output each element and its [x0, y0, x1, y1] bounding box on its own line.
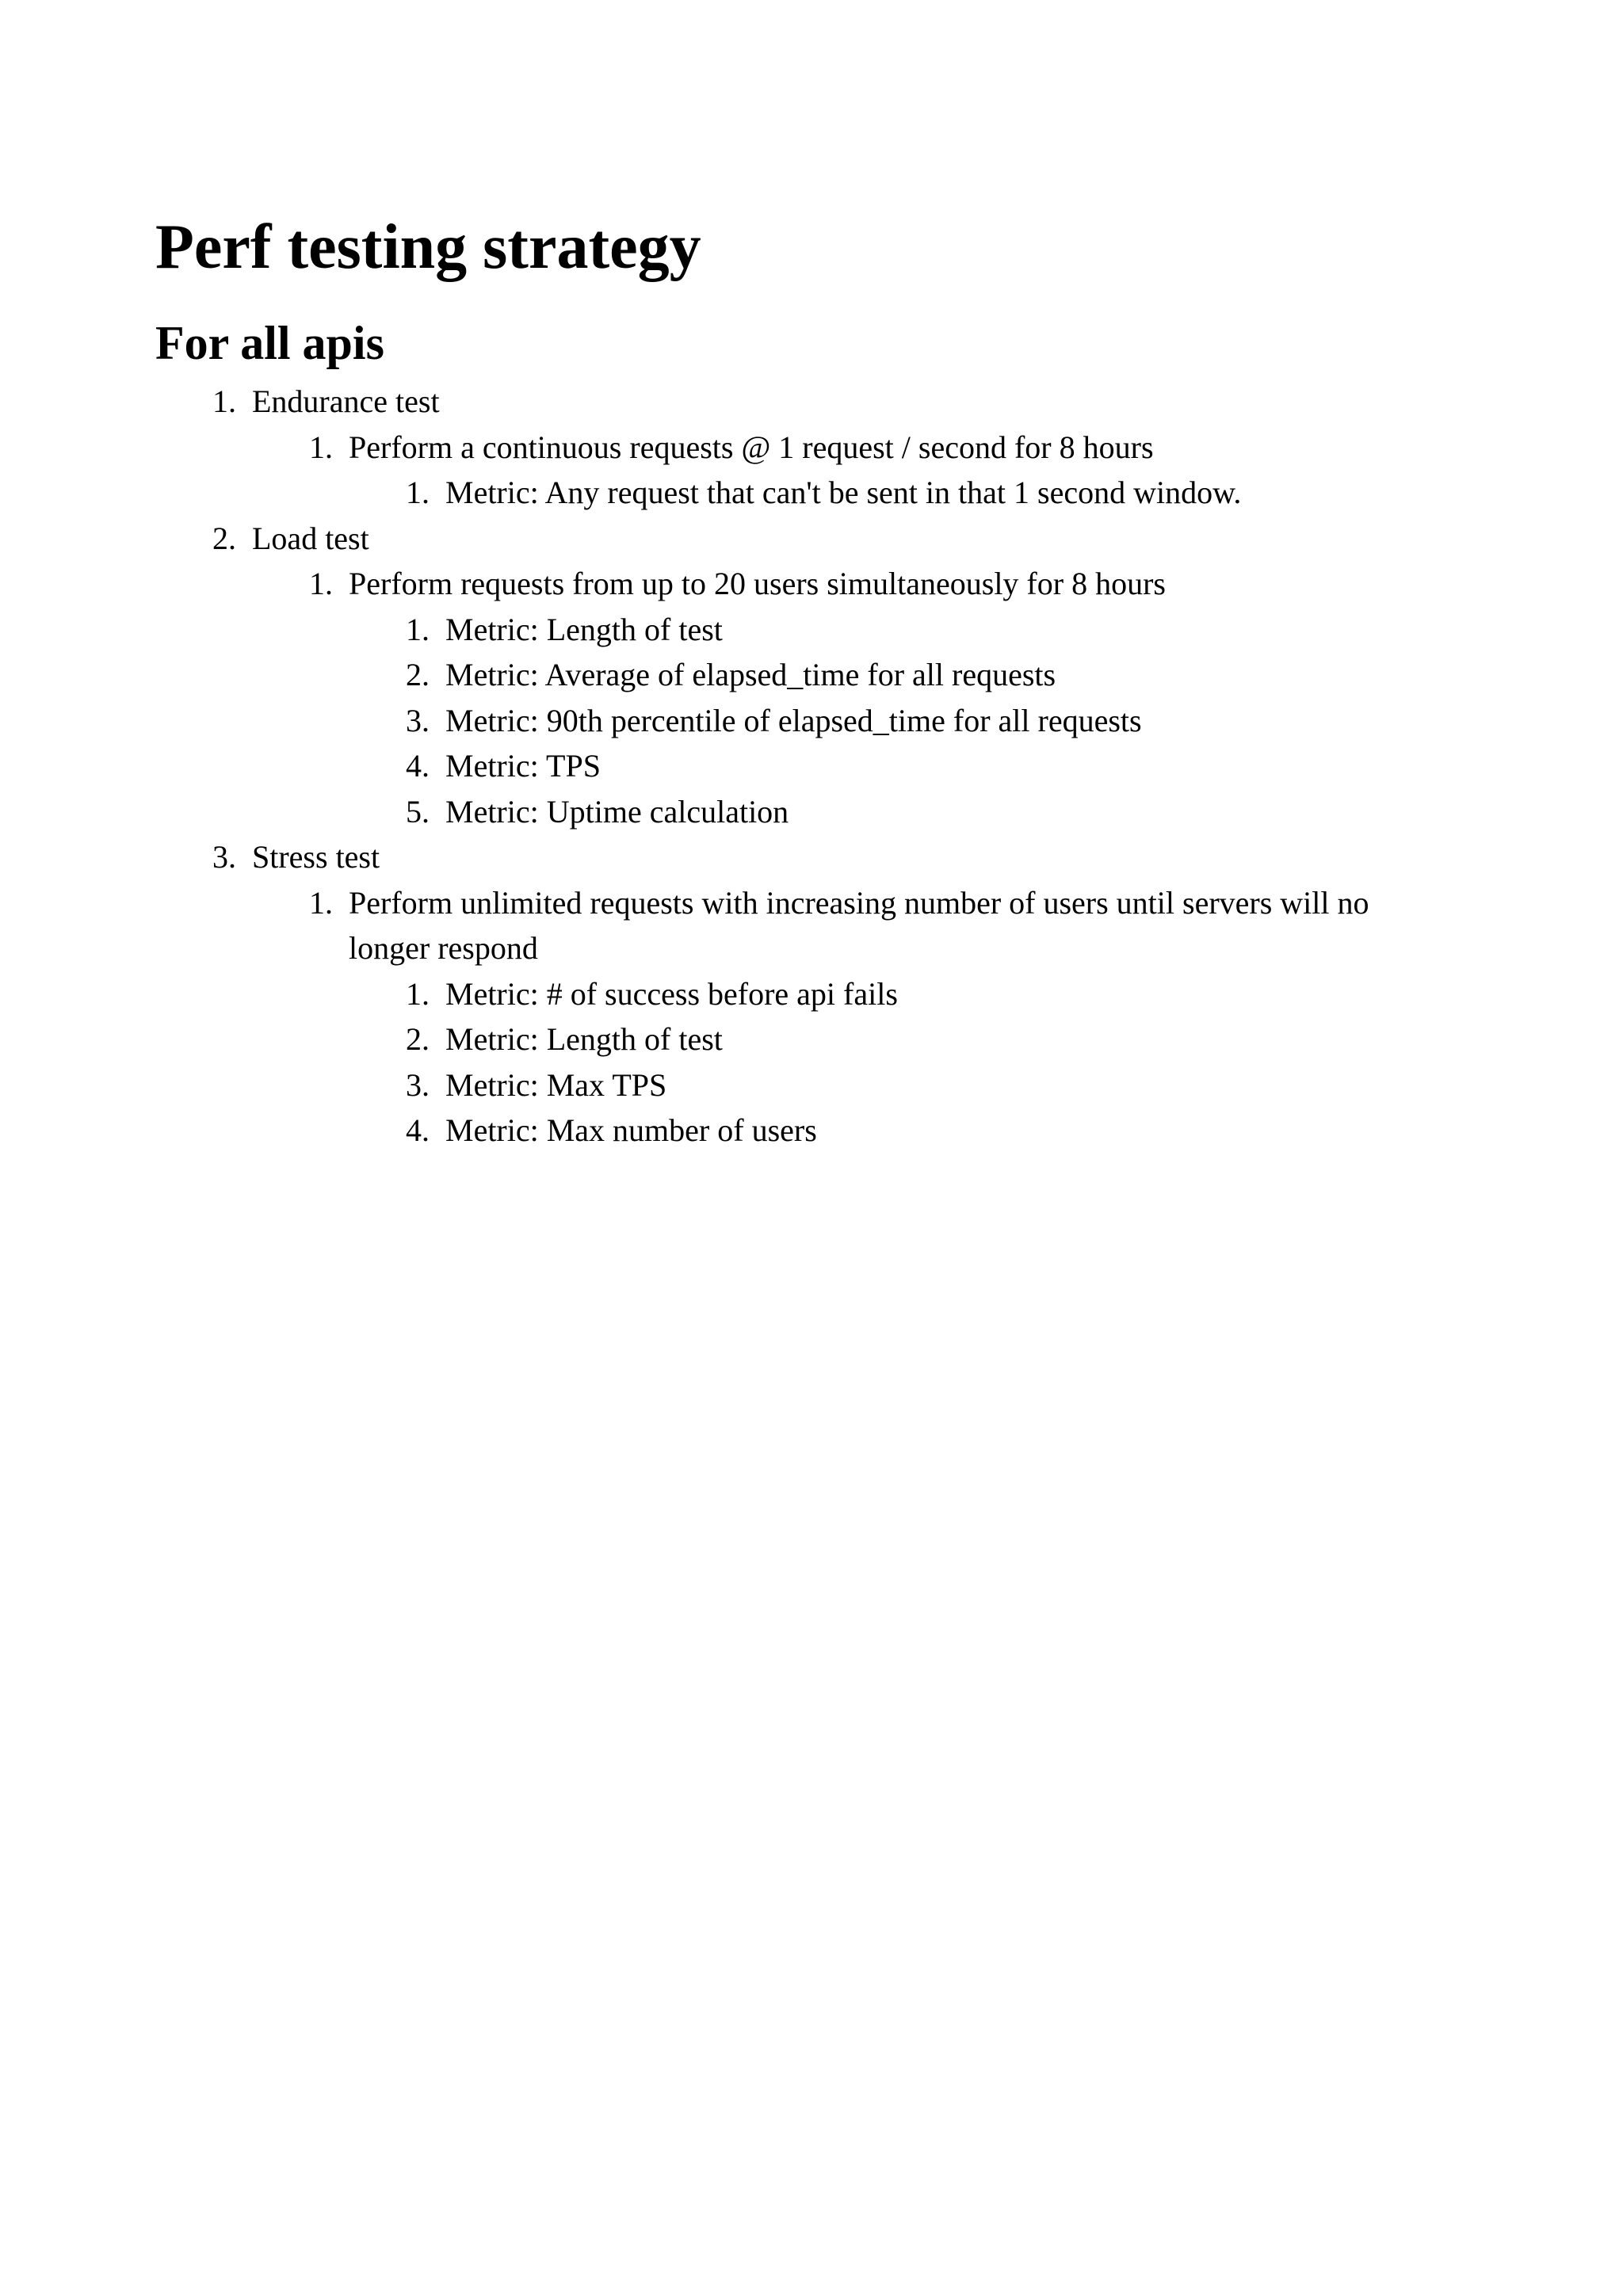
list-number: 1. — [212, 383, 236, 419]
metric-item-row — [349, 652, 1471, 698]
metric-item-label: Metric: Any request that can't be sent in that 1 second window. — [445, 475, 1242, 510]
metric-item-row — [349, 1016, 1471, 1062]
list-number: 2. — [406, 657, 430, 692]
test-item — [155, 834, 1471, 1154]
metric-list — [349, 971, 1471, 1154]
test-item-row — [155, 379, 1471, 425]
metric-item — [349, 971, 1471, 1017]
metric-item — [349, 470, 1471, 516]
list-number: 4. — [406, 748, 430, 784]
metric-item — [349, 789, 1471, 835]
step-item-label: Perform unlimited requests with increasing number of users until servers will no longer respond — [349, 884, 1369, 966]
list-number: 3. — [406, 702, 430, 738]
metric-item-label: Metric: 90th percentile of elapsed_time for all requests — [445, 702, 1142, 738]
metric-item — [349, 698, 1471, 744]
metric-list — [349, 607, 1471, 835]
list-number: 3. — [212, 839, 236, 875]
metric-item — [349, 652, 1471, 698]
metric-item — [349, 1062, 1471, 1108]
test-item-label: Load test — [252, 520, 369, 556]
list-number: 1. — [406, 975, 430, 1012]
metric-item-row — [349, 698, 1471, 744]
test-item-label: Stress test — [252, 839, 380, 875]
step-item-row — [252, 425, 1471, 471]
list-number: 2. — [212, 520, 236, 556]
metric-item-label: Metric: Length of test — [445, 1021, 723, 1057]
metric-item — [349, 1016, 1471, 1062]
list-number: 1. — [406, 475, 430, 510]
test-item-label: Endurance test — [252, 383, 440, 419]
step-item — [252, 425, 1471, 516]
step-item — [252, 561, 1471, 834]
document-page — [155, 212, 1471, 1154]
step-item-label: Perform a continuous requests @ 1 request / second for 8 hours — [349, 429, 1154, 465]
step-item-label: Perform requests from up to 20 users simultaneously for 8 hours — [349, 566, 1166, 601]
list-number: 4. — [406, 1112, 430, 1148]
metric-item-row — [349, 1062, 1471, 1108]
metric-item-row — [349, 743, 1471, 789]
step-item-row — [252, 561, 1471, 607]
metric-item-label: Metric: TPS — [445, 748, 601, 784]
test-list — [155, 379, 1471, 1154]
page-title: Perf testing strategy — [155, 212, 701, 282]
metric-item-row — [349, 470, 1471, 516]
metric-item-row — [349, 971, 1471, 1017]
metric-item-row — [349, 607, 1471, 653]
step-list — [252, 561, 1471, 834]
metric-item-row — [349, 789, 1471, 835]
metric-item — [349, 743, 1471, 789]
list-number: 1. — [309, 884, 333, 921]
metric-item-row — [349, 1108, 1471, 1154]
metric-item-label: Metric: Length of test — [445, 611, 723, 647]
test-item — [155, 516, 1471, 835]
step-list — [252, 425, 1471, 516]
test-item — [155, 379, 1471, 516]
list-number: 2. — [406, 1021, 430, 1057]
metric-item — [349, 1108, 1471, 1154]
metric-list — [349, 470, 1471, 516]
list-number: 1. — [406, 611, 430, 647]
metric-item-label: Metric: # of success before api fails — [445, 975, 898, 1012]
metric-item-label: Metric: Max number of users — [445, 1112, 817, 1148]
list-number: 1. — [309, 429, 333, 465]
step-list — [252, 880, 1471, 1154]
list-number: 5. — [406, 793, 430, 830]
metric-item — [349, 607, 1471, 653]
step-item — [252, 880, 1471, 1154]
list-number: 1. — [309, 566, 333, 601]
metric-item-label: Metric: Uptime calculation — [445, 793, 789, 830]
list-number: 3. — [406, 1066, 430, 1103]
section-heading: For all apis — [155, 317, 384, 369]
test-item-row — [155, 834, 1471, 880]
metric-item-label: Metric: Max TPS — [445, 1066, 667, 1103]
metric-item-label: Metric: Average of elapsed_time for all requests — [445, 657, 1056, 692]
test-item-row — [155, 516, 1471, 562]
step-item-row — [252, 880, 1471, 971]
